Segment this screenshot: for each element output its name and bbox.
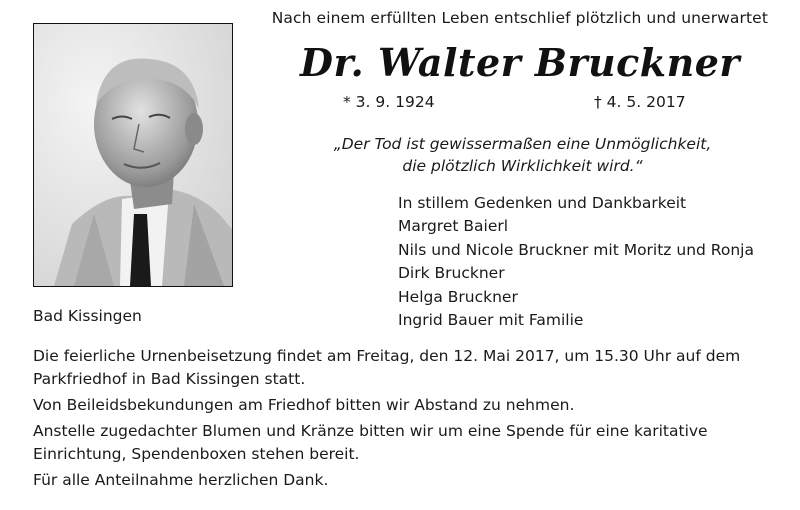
condolence-paragraph: Von Beileidsbekundungen am Friedhof bitten wir Abstand zu nehmen. [33, 396, 575, 414]
donation-paragraph: Anstelle zugedachter Blumen und Kränze bitten wir um eine Spende für eine karitative Einrichtung, Spendenboxen stehen bereit. [33, 422, 708, 463]
mourner-name: Nils und Nicole Bruckner mit Moritz und Ronja [398, 240, 754, 259]
portrait-image [34, 24, 232, 286]
mourner-name: Ingrid Bauer mit Familie [398, 311, 584, 330]
quote-line: „Der Tod ist gewissermaßen eine Unmöglichkeit, [333, 135, 712, 153]
death-date: † 4. 5. 2017 [594, 93, 686, 111]
mourners-heading: In stillem Gedenken und Dankbarkeit [398, 194, 687, 212]
mourner-name: Margret Baierl [398, 217, 509, 236]
quote [300, 133, 745, 177]
mourner-name: Dirk Bruckner [398, 264, 505, 283]
mourners-list [398, 192, 754, 332]
quote-line: die plötzlich Wirklichkeit wird.“ [402, 157, 643, 175]
portrait-photo [33, 23, 233, 287]
place-name: Bad Kissingen [33, 307, 142, 325]
funeral-info-paragraph: Die feierliche Urnenbeisetzung findet am Freitag, den 12. Mai 2017, um 15.30 Uhr auf dem Parkfriedhof in Bad Kissingen statt. [33, 347, 741, 388]
notice-body [33, 345, 783, 495]
deceased-name: Dr. Walter Bruckner [300, 40, 740, 85]
thanks-paragraph: Für alle Anteilnahme herzlichen Dank. [33, 471, 329, 489]
birth-date: * 3. 9. 1924 [343, 93, 435, 111]
mourner-name: Helga Bruckner [398, 287, 518, 306]
intro-text: Nach einem erfüllten Leben entschlief plötzlich und unerwartet [271, 9, 768, 27]
